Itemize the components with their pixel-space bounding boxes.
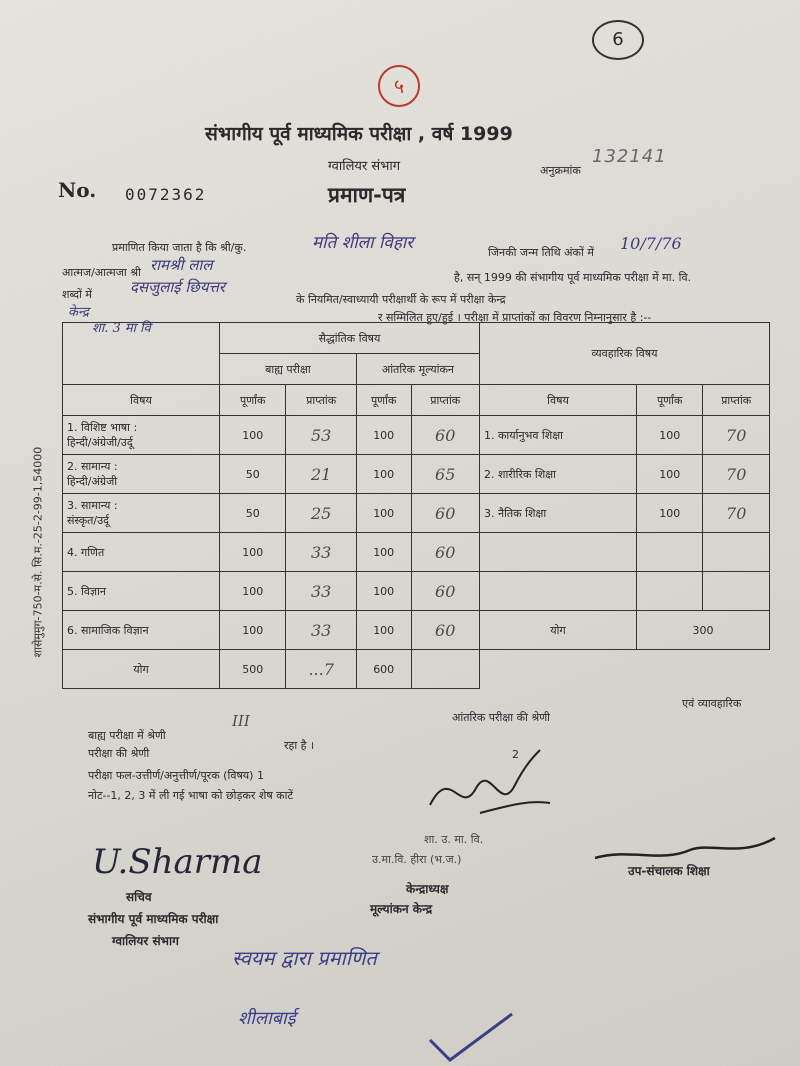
p-obt-col: प्राप्तांक — [703, 385, 770, 416]
p-full-cell: 100 — [637, 455, 703, 494]
certificate-number: 0072362 — [125, 185, 207, 204]
certify-prefix: प्रमाणित किया जाता है कि श्री/कु. — [112, 241, 247, 254]
circled-mark: ५ — [378, 65, 420, 107]
total-ext-obt: ...7 — [286, 650, 356, 689]
p-obt-cell — [703, 533, 770, 572]
external-division-value: III — [232, 712, 250, 730]
p-full-cell: 100 — [637, 494, 703, 533]
p-full-cell — [637, 572, 703, 611]
centre-head-title: केन्द्राध्यक्ष — [406, 882, 449, 896]
ext-full-cell: 100 — [220, 533, 286, 572]
self-attested-note: स्वयम द्वारा प्रमाणित — [232, 946, 377, 970]
exam-title: संभागीय पूर्व माध्यमिक परीक्षा , वर्ष 1999 — [205, 123, 513, 145]
number-label: No. — [58, 178, 97, 202]
p-obt-cell: 70 — [703, 416, 770, 455]
dob-words: दसजुलाई छियत्तर — [130, 278, 226, 296]
external-header: बाह्य परीक्षा — [220, 354, 357, 385]
p-obt-cell: 70 — [703, 494, 770, 533]
table-row — [63, 533, 770, 572]
page-number-mark: 6 — [592, 20, 644, 60]
subject-cell: 2. सामान्य : हिन्दी/अंग्रेजी — [63, 455, 220, 494]
total-row — [63, 650, 770, 689]
exam-line: है, सन् 1999 की संभागीय पूर्व माध्यमिक परीक्षा में मा. वि. — [454, 271, 692, 284]
internal-division-label: आंतरिक परीक्षा की श्रेणी — [452, 711, 551, 724]
dob-label: जिनकी जन्म तिथि अंकों में — [488, 246, 594, 259]
int-obt-cell: 60 — [411, 572, 479, 611]
ext-obt-cell: 53 — [286, 416, 356, 455]
theory-header: सैद्धांतिक विषय — [220, 323, 480, 354]
result-second: 2 — [512, 748, 519, 761]
blank-cell — [479, 650, 769, 689]
subject-cell: 6. सामाजिक विज्ञान — [63, 611, 220, 650]
centre-stamp-line-1: शा. उ. मा. वि. — [424, 833, 484, 846]
p-subject-cell: 2. शारीरिक शिक्षा — [479, 455, 636, 494]
exam-division-suffix: रहा है । — [284, 739, 315, 752]
int-full-cell: 100 — [356, 533, 411, 572]
secretary-signature: U.Sharma — [92, 842, 263, 882]
int-full-cell: 100 — [356, 416, 411, 455]
ext-obt-cell: 33 — [286, 533, 356, 572]
table-row — [63, 494, 770, 533]
internal-division-suffix: एवं व्यावहारिक — [682, 697, 742, 710]
subject-cell: 4. गणित — [63, 533, 220, 572]
int-full-cell: 100 — [356, 455, 411, 494]
p-obt-cell — [703, 572, 770, 611]
int-full-col: पूर्णांक — [356, 385, 411, 416]
p-subject-col: विषय — [479, 385, 636, 416]
centre-head-signature — [420, 745, 560, 825]
secretary-title: सचिव — [126, 890, 152, 904]
internal-header: आंतरिक मूल्यांकन — [356, 354, 479, 385]
father-name: रामश्री लाल — [150, 256, 213, 274]
secretary-line-2: ग्वालियर संभाग — [112, 934, 179, 948]
table-row — [63, 572, 770, 611]
centre-stamp-line-2: उ.मा.वि. हीरा (भ.ज.) — [372, 853, 462, 866]
tick-mark-icon — [420, 1010, 520, 1066]
p-subject-cell — [479, 533, 636, 572]
p-full-cell — [637, 533, 703, 572]
subject-cell: 1. विशिष्ट भाषा : हिन्दी/अंग्रेजी/उर्दू — [63, 416, 220, 455]
ext-full-cell: 100 — [220, 611, 286, 650]
total-int-full: 600 — [356, 650, 411, 689]
int-obt-cell: 60 — [411, 533, 479, 572]
ext-obt-col: प्राप्तांक — [286, 385, 356, 416]
evaluation-centre: मूल्यांकन केन्द्र — [370, 902, 433, 916]
table-row — [63, 611, 770, 650]
ext-full-col: पूर्णांक — [220, 385, 286, 416]
result-label: परीक्षा फल-उत्तीर्ण/अनुत्तीर्ण/पूरक (विषय) 1 — [88, 769, 264, 782]
ext-obt-cell: 25 — [286, 494, 356, 533]
ext-full-cell: 50 — [220, 494, 286, 533]
secretary-line-1: संभागीय पूर्व माध्यमिक परीक्षा — [88, 912, 219, 926]
school-name: शा. 3 मा वि — [92, 321, 151, 336]
total-int-obt — [411, 650, 479, 689]
ext-obt-cell: 33 — [286, 611, 356, 650]
dob-value: 10/7/76 — [620, 234, 682, 253]
ext-full-cell: 100 — [220, 416, 286, 455]
p-full-col: पूर्णांक — [637, 385, 703, 416]
p-full-cell: 100 — [637, 416, 703, 455]
table-row — [63, 416, 770, 455]
int-full-cell: 100 — [356, 611, 411, 650]
table-row — [63, 455, 770, 494]
practical-total-full: 300 — [637, 611, 770, 650]
int-obt-cell: 60 — [411, 611, 479, 650]
attested-signature: शीलाबाई — [238, 1008, 296, 1029]
ext-full-cell: 50 — [220, 455, 286, 494]
p-subject-cell — [479, 572, 636, 611]
ext-full-cell: 100 — [220, 572, 286, 611]
practical-header: व्यवहारिक विषय — [479, 323, 769, 385]
words-prefix: शब्दों में — [62, 288, 92, 301]
blank-head — [63, 323, 220, 385]
marks-table — [62, 322, 770, 689]
p-obt-cell: 70 — [703, 455, 770, 494]
candidate-name: मति शीला विहार — [312, 233, 414, 253]
centre-word: केन्द्र — [68, 305, 89, 320]
int-obt-cell: 65 — [411, 455, 479, 494]
exam-division-label: परीक्षा की श्रेणी — [88, 747, 150, 760]
int-obt-cell: 60 — [411, 494, 479, 533]
int-obt-cell: 60 — [411, 416, 479, 455]
int-full-cell: 100 — [356, 572, 411, 611]
p-subject-cell: 3. नैतिक शिक्षा — [479, 494, 636, 533]
deputy-title: उप-संचालक शिक्षा — [628, 864, 710, 878]
total-ext-full: 500 — [220, 650, 286, 689]
division-name: ग्वालियर संभाग — [328, 159, 401, 174]
serial-label: अनुक्रमांक — [540, 164, 581, 177]
note: नोट--1, 2, 3 में ली गई भाषा को छोड़कर शेष काटें — [88, 789, 294, 802]
regular-line: के नियमित/स्वाध्यायी परीक्षार्थी के रूप में परीक्षा केन्द्र — [296, 293, 506, 306]
external-division-label: बाह्य परीक्षा में श्रेणी — [88, 729, 166, 742]
ext-obt-cell: 33 — [286, 572, 356, 611]
certificate-heading: प्रमाण-पत्र — [328, 183, 406, 207]
practical-total-label: योग — [479, 611, 636, 650]
subject-cell: 5. विज्ञान — [63, 572, 220, 611]
total-label: योग — [63, 650, 220, 689]
marks-intro: र सम्मिलित हुए/हुई । परीक्षा में प्राप्तांकों का विवरण निम्नानुसार है :-- — [378, 311, 652, 324]
p-subject-cell: 1. कार्यानुभव शिक्षा — [479, 416, 636, 455]
serial-value: 132141 — [592, 146, 667, 167]
int-obt-col: प्राप्तांक — [411, 385, 479, 416]
printer-imprint: शासेमुमुग-750-म.से. सि.म.-25-2-99-1,54000 — [31, 446, 45, 658]
parent-prefix: आत्मज/आत्मजा श्री — [62, 266, 141, 279]
ext-obt-cell: 21 — [286, 455, 356, 494]
subject-col: विषय — [63, 385, 220, 416]
subject-cell: 3. सामान्य : संस्कृत/उर्दू — [63, 494, 220, 533]
int-full-cell: 100 — [356, 494, 411, 533]
